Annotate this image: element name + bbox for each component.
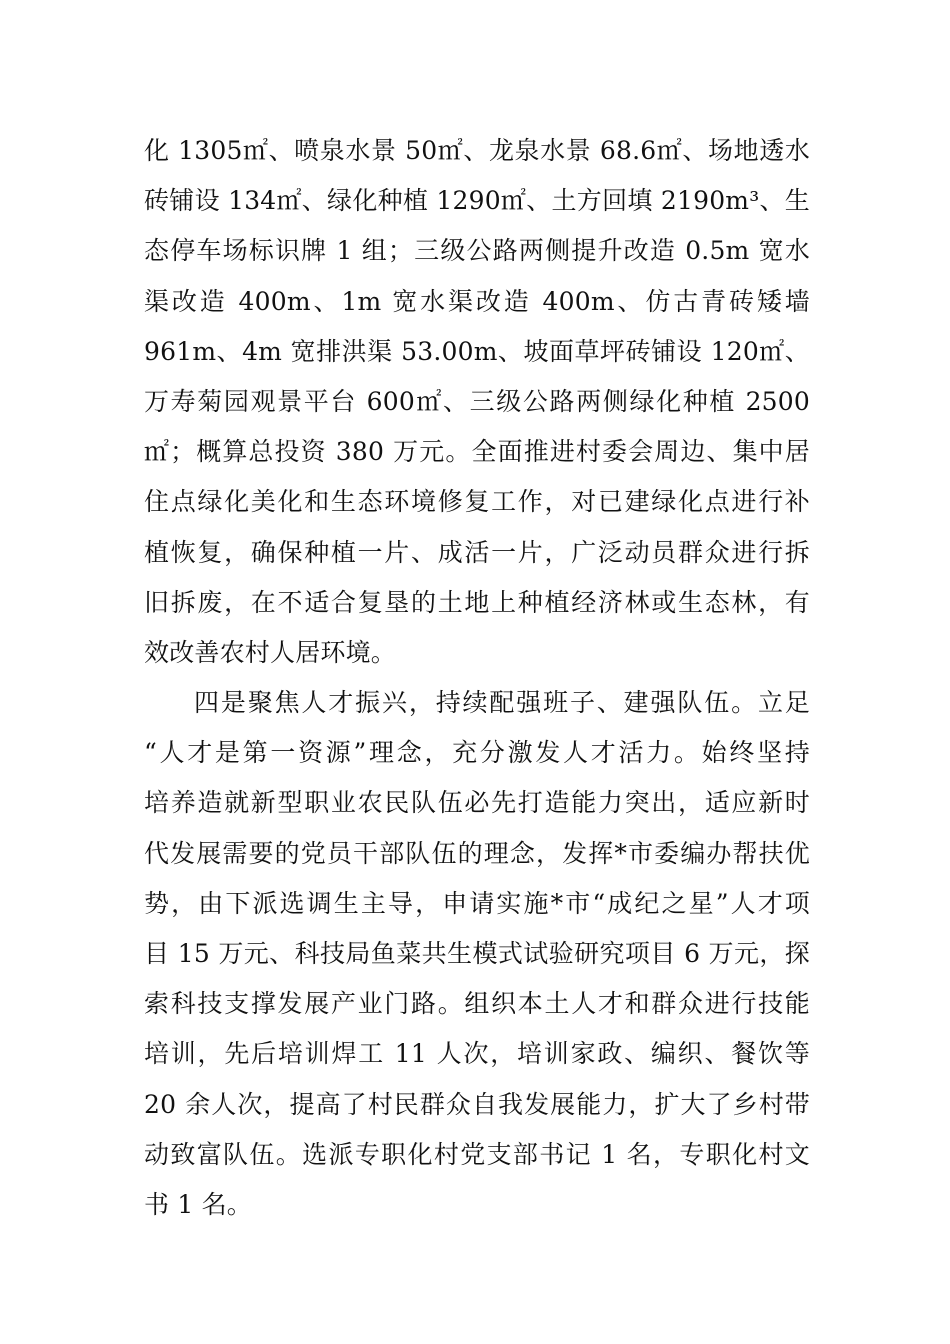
text-line: 代发展需要的党员干部队伍的理念，发挥*市委编办帮扶优 [144,838,810,868]
text-line: 20 余人次，提高了村民群众自我发展能力，扩大了乡村带 [144,1089,810,1119]
paragraph-start-line: 四是聚焦人才振兴，持续配强班子、建强队伍。立足 [194,688,810,718]
text-line: “人才是第一资源”理念，充分激发人才活力。始终坚持 [144,738,810,768]
text-line: 索科技支撑发展产业门路。组织本土人才和群众进行技能 [144,989,810,1019]
body-text [144,126,810,1230]
text-line: 万寿菊园观景平台 600㎡、三级公路两侧绿化种植 2500 [144,386,810,416]
text-line: 态停车场标识牌 1 组；三级公路两侧提升改造 0.5m 宽水 [144,236,810,266]
text-line: ㎡；概算总投资 380 万元。全面推进村委会周边、集中居 [144,437,810,467]
text-line: 植恢复，确保种植一片、成活一片，广泛动员群众进行拆 [144,537,810,567]
text-line: 势，由下派选调生主导，申请实施*市“成纪之星”人才项 [144,888,810,918]
text-line: 旧拆废，在不适合复垦的土地上种植经济林或生态林，有 [144,587,810,617]
paragraph-end-line: 书 1 名。 [144,1189,252,1219]
text-line: 动致富队伍。选派专职化村党支部书记 1 名，专职化村文 [144,1139,810,1169]
text-line: 渠改造 400m、1m 宽水渠改造 400m、仿古青砖矮墙 [144,286,810,316]
text-line: 培养造就新型职业农民队伍必先打造能力突出，适应新时 [144,788,810,818]
text-line: 化 1305㎡、喷泉水景 50㎡、龙泉水景 68.6㎡、场地透水 [144,136,810,165]
text-line: 砖铺设 134㎡、绿化种植 1290㎡、土方回填 2190m³、生 [144,186,810,216]
text-line: 培训，先后培训焊工 11 人次，培训家政、编织、餐饮等 [144,1039,810,1069]
text-line: 住点绿化美化和生态环境修复工作，对已建绿化点进行补 [144,487,810,517]
text-line: 961m、4m 宽排洪渠 53.00m、坡面草坪砖铺设 120㎡、 [144,336,810,366]
text-line: 目 15 万元、科技局鱼菜共生模式试验研究项目 6 万元，探 [144,939,810,968]
paragraph-end-line: 效改善农村人居环境。 [144,637,397,667]
